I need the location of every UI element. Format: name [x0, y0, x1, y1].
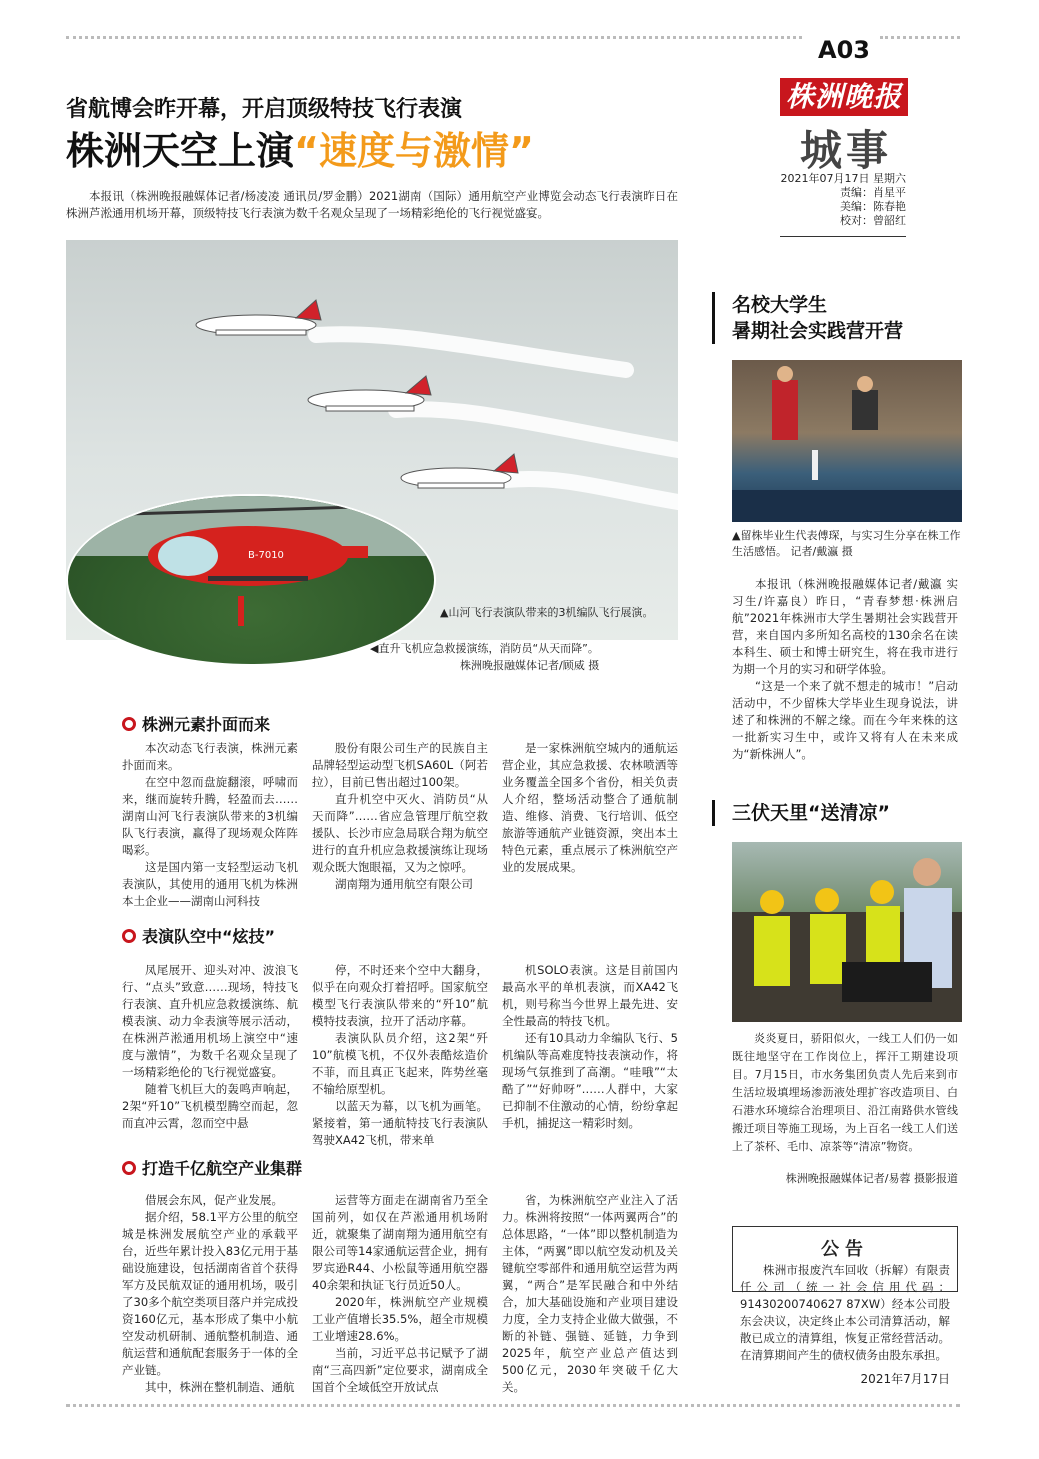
section-3-col-3: 省，为株洲航空产业注入了活力。株洲将按照“一体两翼两合”的总体思路，“一体”即以整机制造为主体，“两翼”即以航空发动机及关键航空零部件和通用航空运营为两翼，“两合”是军民融合和中外结合，加大基础设施和产业项目建设力度，全力支持企业做大做强，不断的补链、强链、延链，力争到2025年，航空产业总产值达到500亿元，2030年突破千亿大关。 — [502, 1193, 678, 1394]
editor: 责编：肖星平 — [840, 186, 906, 199]
heli-caption: ◀直升飞机应急救援演练，消防员“从天而降”。 — [370, 642, 599, 655]
bottom-divider — [66, 1404, 960, 1407]
plane-2 — [308, 376, 431, 411]
photo-caption: ▲山河飞行表演队带来的3机编队飞行展演。 — [440, 606, 654, 619]
section-heading-1: 株洲元素扑面而来 — [122, 712, 270, 735]
sidebar-1-caption: ▲留株毕业生代表傅琛，与实习生分享在株工作生活感悟。 记者/戴瀛 摄 — [732, 529, 961, 558]
lead-paragraph: 本报讯（株洲晚报融媒体记者/杨凌凌 通讯员/罗金鹏）2021湖南（国际）通用航空产业博览会动态飞行表演昨日在株洲芦淞通用机场开幕，顶级特技飞行表演为数千名观众呈现了一场精彩绝伦的飞行视觉盛宴。 — [66, 189, 678, 220]
sidebar-title-bar — [712, 292, 715, 344]
sidebar-2-title: 三伏天里“送清凉” — [732, 802, 890, 824]
subheadline: 省航博会昨开幕，开启顶级特技飞行表演 — [66, 97, 463, 122]
practice-camp-photo — [732, 360, 962, 522]
notice-body: 株洲市报废汽车回收（拆解）有限责任公司（统一社会信用代码：91430200740627 87XW）经本公司股东会决议，决定终止本公司清算活动，解散已成立的清算组，恢复正常经营活动。在清算期间产生的债权债务由股东承担。 — [740, 1263, 950, 1362]
designer: 美编：陈春艳 — [840, 200, 906, 213]
section-2-col-3: 机SOLO表演。这是目前国内最高水平的单机表演，而XA42飞机，则号称当今世界上最先进、安全性最高的特技飞机。 还有10具动力伞编队飞行、5机编队等高难度特技表演动作，将现场气氛推到了高潮。“哇哦”“太酷了”“好帅呀”……人群中，大家已抑制不住激动的心情，纷纷拿起手机，捕捉这一精彩时刻。 — [502, 963, 678, 1130]
workers-photo — [732, 842, 962, 1022]
sidebar-1-body: 本报讯（株洲晚报融媒体记者/戴瀛 实习生/许嘉良）昨日，“青春梦想·株洲启航”2021年株洲市大学生暑期社会实践营开营，来自国内多所知名高校的130余名在读本科生、硕士和博士研究生，将在我市进行为期一个月的实习和研学体验。 “这是一个来了就不想走的城市！”启动活动中，不少留株大学毕业生现身说法，讲述了和株洲的不解之缘。而在今年来株的这一批新实习生中，或许又将有人在未来成为“新株洲人”。 — [732, 577, 958, 761]
section-bullet-icon — [122, 1161, 136, 1175]
section-1-col-1: 本次动态飞行表演，株洲元素扑面而来。 在空中忽而盘旋翻滚，呼啸而来，继而旋转升腾，轻盈而去……湖南山河飞行表演队带来的3机编队飞行表演，赢得了现场观众阵阵喝彩。 这是国内第一支轻型运动飞机表演队，其使用的通用飞机为株洲本土企业——湖南山河科技 — [122, 741, 298, 908]
plane-3 — [401, 454, 518, 488]
plane-1 — [196, 300, 321, 335]
section-3-col-2: 运营等方面走在湖南省乃至全国前列，如仅在芦淞通用机场附近，就聚集了湖南翔为通用航空有限公司等14家通航运营企业，拥有罗宾逊R44、小松鼠等通用航空器40余架和执证飞行员近50人。 2020年，株洲航空产业规模工业产值增长35.5%，超全市规模工业增速28.6%。 当前，习近平总书记赋予了湖南“三高四新”定位要求，湖南成全国首个全域低空开放试点 — [312, 1193, 488, 1394]
issue-meta — [780, 172, 906, 228]
issue-date: 2021年07月17日 星期六 — [780, 172, 906, 185]
notice-title: 公告 — [821, 1239, 869, 1260]
heli-registration: B-7010 — [248, 550, 284, 561]
sidebar-2-title-bar — [712, 800, 715, 826]
section-heading-3: 打造千亿航空产业集群 — [122, 1156, 302, 1179]
meta-rule — [780, 236, 906, 237]
notice-date: 2021年7月17日 — [860, 1372, 950, 1386]
section-bullet-icon — [122, 929, 136, 943]
section-2-col-1: 凤尾展开、迎头对冲、波浪飞行、“点头”致意……现场，特技飞行表演、直升机应急救援演练、航模表演、动力伞表演等展示活动，在株洲芦淞通用机场上演空中“速度与激情”，为数千名观众呈现了一场精彩绝伦的飞行视觉盛宴。 随着飞机巨大的轰鸣声响起，2架“歼10”飞机模型腾空而起，忽而直冲云霄，忽而空中悬 — [122, 963, 298, 1130]
section-3-col-1: 借展会东风，促产业发展。 据介绍，58.1平方公里的航空城是株洲发展航空产业的承载平台，近些年累计投入83亿元用于基础设施建设，包括湖南省首个获得军方及民航双证的通用机场，吸引了30多个航空类项目落户并完成投资160亿元，基本形成了集中小航空发动机研制、通航整机制造、通航运营和通航配套服务于一体的全产业链。 其中，株洲在整机制造、通航 — [122, 1193, 298, 1394]
masthead-logo: 株洲晚报 — [780, 78, 908, 116]
section-2-col-2: 停，不时还来个空中大翻身，似乎在向观众打着招呼。国家航空模型飞行表演队带来的“歼10”航模特技表演，拉开了活动序幕。 表演队队员介绍，这2架“歼10”航模飞机，不仅外表酷炫造价不菲，而且真正飞起来，阵势丝毫不输给原型机。 以蓝天为幕，以飞机为画笔。紧接着，第一通航特技飞行表演队驾驶XA42飞机，带来单 — [312, 963, 488, 1147]
top-divider-right — [880, 36, 960, 39]
section-1-col-2: 股份有限公司生产的民族自主品牌轻型运动型飞机SA60L（阿若拉），目前已售出超过100架。 直升机空中灭火、消防员“从天而降”……省应急管理厅航空救援队、长沙市应急局联合翔为航空进行的直升机应急救援演练让现场观众既大饱眼福，又为之惊呼。 湖南翔为通用航空有限公司 — [312, 741, 488, 891]
headline-prefix: 株洲天空上演 — [66, 129, 295, 173]
headline — [66, 120, 534, 175]
top-divider — [66, 36, 802, 39]
helicopter-illustration — [68, 496, 434, 664]
camp-illustration — [732, 360, 962, 522]
sidebar-2-credit: 株洲晚报融媒体记者/易蓉 摄影报道 — [785, 1172, 958, 1185]
workers-illustration — [732, 842, 962, 1022]
section-1-col-3: 是一家株洲航空城内的通航运营企业，其应急救援、农林喷洒等业务覆盖全国多个省份，相关负责人介绍，整场活动整合了通航制造、维修、消费、飞行培训、低空旅游等通航产业链资源，突出本土特色元素，重点展示了株洲航空产业的发展成果。 — [502, 741, 678, 874]
section-name: 城事 — [800, 126, 893, 175]
sidebar-1-title: 名校大学生 暑期社会实践营开营 — [732, 294, 904, 342]
heli-credit: 株洲晚报融媒体记者/顾威 摄 — [460, 659, 600, 672]
headline-highlight: “速度与激情” — [294, 129, 534, 173]
page-number: A03 — [818, 36, 870, 64]
sidebar-2-body: 炎炎夏日，骄阳似火，一线工人们仍一如既往地坚守在工作岗位上，挥汗工期建设项目。7月15日，市水务集团负责人先后来到市生活垃圾填埋场渗沥液处理扩容改造项目、白石港水环境综合治理项目、沿江南路供水管线搬迁项目等施工现场，为上百名一线工人们送上了茶杯、毛巾、凉茶等“清凉”物资。 — [732, 1032, 958, 1153]
proofreader: 校对：曾韶红 — [840, 214, 906, 227]
section-bullet-icon — [122, 717, 136, 731]
section-heading-2: 表演队空中“炫技” — [122, 924, 275, 947]
